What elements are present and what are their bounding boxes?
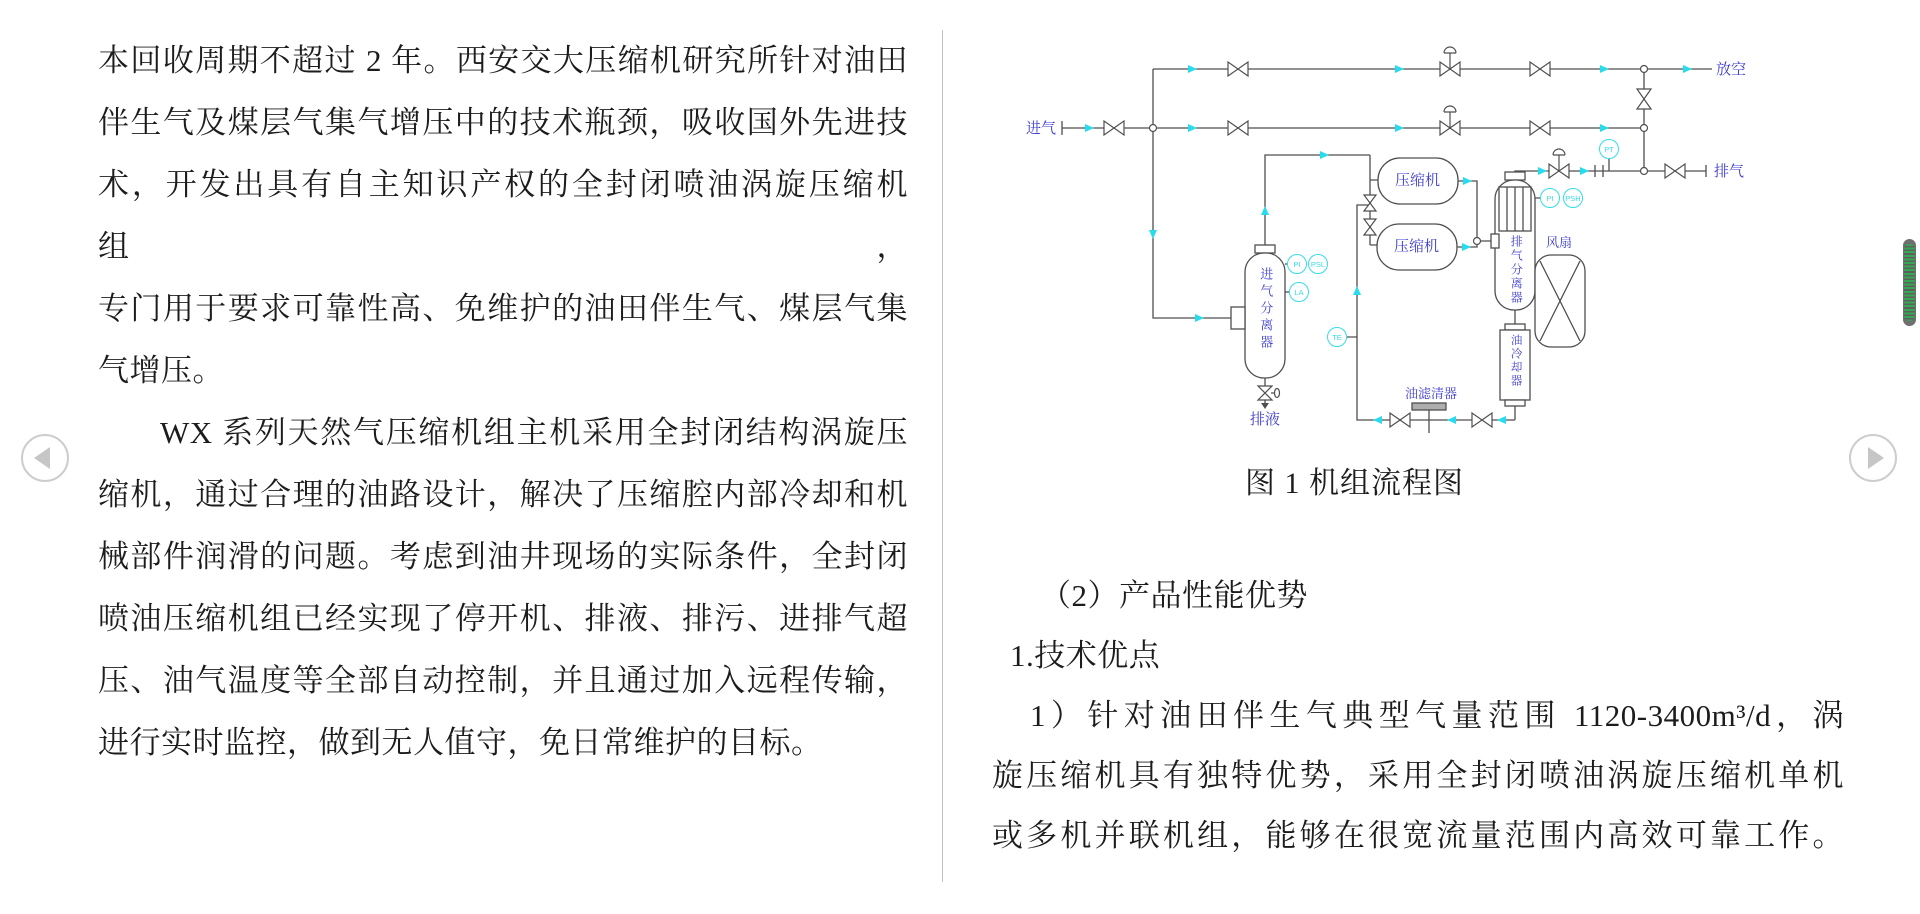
exhaust-separator-label: 排气分离器 <box>1509 235 1524 305</box>
text-line: 伴生气及煤层气集气增压中的技术瓶颈，吸收国外先进技 <box>98 105 908 140</box>
oil-filter-label: 油滤清器 <box>1405 386 1458 401</box>
right-page-text <box>992 566 1844 866</box>
page-divider <box>942 30 943 882</box>
oil-valve-icon <box>1364 219 1376 235</box>
gate-valve-icon <box>1390 413 1410 427</box>
text-line: 专门用于要求可靠性高、免维护的油田伴生气、煤层气集 <box>98 291 908 326</box>
pt-instrument: PT <box>1599 139 1619 159</box>
drain-label: 排液 <box>1250 411 1281 428</box>
text-line: 进行实时监控，做到无人值守，免日常维护的目标。 <box>98 725 823 760</box>
drain-arrow-icon <box>1261 403 1269 409</box>
figure-caption: 图 1 机组流程图 <box>1245 467 1464 500</box>
psl-instrument: PSL <box>1308 254 1328 274</box>
exhaust-label: 排气 <box>1714 163 1745 180</box>
control-valve-icon <box>1440 47 1460 76</box>
oil-cooler-cap-bottom <box>1505 400 1525 406</box>
control-valve-icon <box>1440 106 1460 135</box>
oil-cooler-cap-top <box>1505 324 1525 330</box>
text-line: 压、油气温度等全部自动控制，并且通过加入远程传输， <box>98 663 908 698</box>
left-page-text <box>98 30 908 774</box>
fan-label: 风扇 <box>1546 235 1573 250</box>
pi-inlet-instrument: PI <box>1287 254 1307 274</box>
scrollbar-thumb[interactable] <box>1903 239 1916 326</box>
unit-flow-diagram <box>950 35 1880 447</box>
inlet-label: 进气 <box>1026 120 1057 137</box>
text-line: 气增压。 <box>98 353 224 388</box>
te-instrument: TE <box>1327 327 1347 347</box>
gate-valve-icon <box>1228 62 1248 76</box>
text-line: 喷油压缩机组已经实现了停开机、排液、排污、进排气超 <box>98 601 908 636</box>
text-line: 缩机，通过合理的油路设计，解决了压缩腔内部冷却和机 <box>98 477 908 512</box>
gate-valve-icon <box>1472 413 1492 427</box>
inlet-separator-nozzle <box>1231 307 1245 329</box>
exhaust-separator-nozzle <box>1491 234 1499 248</box>
triangle-right-icon <box>1868 447 1884 469</box>
oil-cooler-label: 油冷却器 <box>1509 334 1522 388</box>
pi-exhaust-instrument: PI <box>1540 188 1560 208</box>
text-line: 术，开发出具有自主知识产权的全封闭喷油涡旋压缩机组， <box>98 167 908 264</box>
gate-valve-icon <box>1530 62 1550 76</box>
drain-valve-handle <box>1275 389 1280 398</box>
vent-label: 放空 <box>1716 61 1747 78</box>
psh-instrument: PSH <box>1563 188 1583 208</box>
compressor1-label: 压缩机 <box>1395 172 1441 189</box>
text-line: （2）产品性能优势 <box>1040 578 1308 613</box>
text-line: 旋压缩机具有独特优势，采用全封闭喷油涡旋压缩机单机 <box>992 758 1844 793</box>
text-line: 本回收周期不超过 2 年。西安交大压缩机研究所针对油田 <box>98 43 908 78</box>
gate-valve-icon <box>1104 121 1124 135</box>
gate-valve-icon <box>1530 121 1550 135</box>
oil-filter-shape <box>1412 403 1446 410</box>
la-instrument: LA <box>1289 282 1309 302</box>
text-line: 或多机并联机组，能够在很宽流量范围内高效可靠工作。 <box>992 818 1844 853</box>
next-page-button[interactable] <box>1849 434 1897 482</box>
text-line: 1.技术优点 <box>1010 638 1161 673</box>
gate-valve-icon <box>1665 164 1685 178</box>
text-line: 1）针对油田伴生气典型气量范围 1120-3400m³/d，涡 <box>1030 698 1844 733</box>
scrollbar-stripes-icon <box>1904 244 1915 321</box>
vent-valve-icon <box>1637 89 1651 109</box>
pipe-junctions <box>1150 66 1648 245</box>
previous-page-button[interactable] <box>21 434 69 482</box>
exhaust-separator-cap <box>1505 172 1525 180</box>
triangle-left-icon <box>34 447 50 469</box>
gate-valve-icon <box>1228 121 1248 135</box>
drain-valve-icon <box>1258 386 1272 400</box>
inlet-separator-label: 进气分离器 <box>1258 267 1274 352</box>
compressor2-label: 压缩机 <box>1394 238 1440 255</box>
oil-valve-icon <box>1364 195 1376 211</box>
text-line: 械部件润滑的问题。考虑到油井现场的实际条件，全封闭 <box>98 539 908 574</box>
control-valve-icon <box>1549 149 1569 178</box>
text-line: WX 系列天然气压缩机组主机采用全封闭结构涡旋压 <box>160 415 908 450</box>
equipment-shapes <box>1231 158 1585 410</box>
inlet-separator-cap <box>1255 245 1275 253</box>
